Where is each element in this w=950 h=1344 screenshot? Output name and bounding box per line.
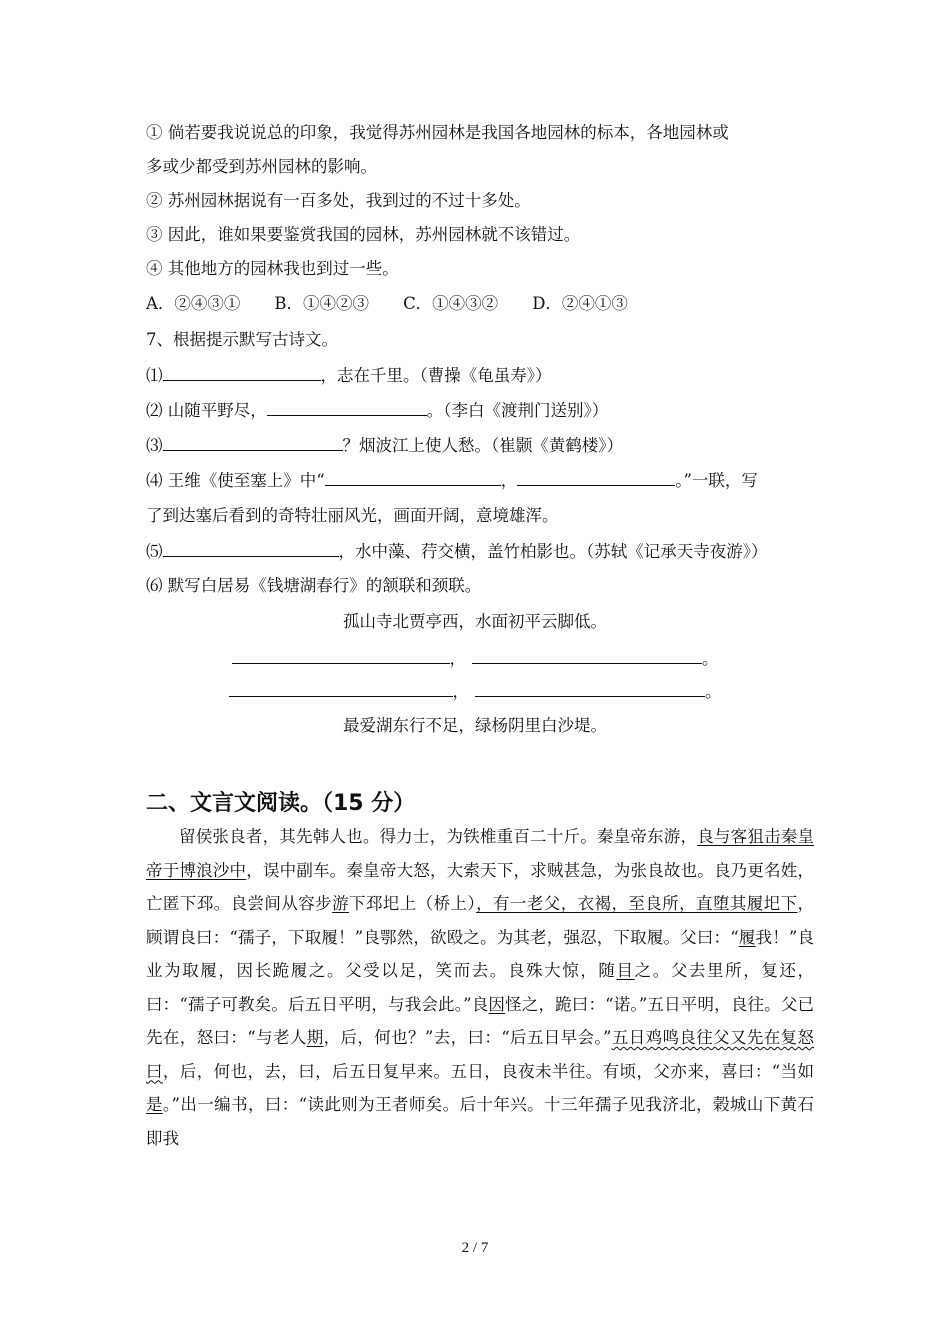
fill-item-4-cont: 了到达塞后看到的奇特壮丽风光，画面开阔，意境雄浑。 xyxy=(146,506,559,525)
item-text: ⑵ 山随平野尽， xyxy=(146,401,267,420)
passage-text: 之。父去里所，复还，曰：“孺子可教矣。后五日平明，与我会此。”良 xyxy=(146,961,815,1014)
item-number: ⑸ xyxy=(146,542,163,561)
item-text: ⑷ 王维《使至塞上》中“ xyxy=(146,471,325,490)
fill-item-2 xyxy=(146,399,608,422)
answer-blank[interactable] xyxy=(229,680,453,697)
option-sentence-3: ③ 因此，谁如果要鉴赏我国的园林，苏州园林就不该错过。 xyxy=(146,225,581,244)
item-text: 。”一联，写 xyxy=(675,471,758,490)
passage-text: 下邳圯上（桥上） xyxy=(349,894,477,913)
poem-line-2 xyxy=(0,647,950,670)
poem-line-4: 最爱湖东行不足，绿杨阴里白沙堤。 xyxy=(343,716,607,735)
section-heading: 二、文言文阅读。（15 分） xyxy=(146,791,416,816)
item-number: ⑶ xyxy=(146,436,163,455)
passage-text: 我！”良业为取履，因长跪履之。父受以足，笑而去。良殊大惊，随 xyxy=(146,927,814,980)
underlined-word: 履 xyxy=(738,927,756,947)
fill-item-4 xyxy=(146,469,758,492)
fill-item-3 xyxy=(146,434,623,457)
underlined-sentence: 良与客狙击秦皇帝于博浪沙中 xyxy=(146,827,815,880)
option-sentence-4: ④ 其他地方的园林我也到过一些。 xyxy=(146,259,399,278)
item-text: ？烟波江上使人愁。（崔颢《黄鹤楼》） xyxy=(342,436,623,455)
item-text: ， xyxy=(500,471,518,490)
answer-blank[interactable] xyxy=(325,469,501,486)
fill-item-6: ⑹ 默写白居易《钱塘湖春行》的颔联和颈联。 xyxy=(146,576,482,595)
item-text: ，志在千里。（曹操《龟虽寿》） xyxy=(320,366,552,385)
punctuation: ， xyxy=(452,682,469,701)
option-b: B．①④②③ xyxy=(274,294,370,313)
option-a: A．②④③① xyxy=(146,294,241,313)
passage-text: ，后，何也，去，曰，后五日复早来。五日，良夜未半往。有顷，父亦来，喜曰：“当如 xyxy=(162,1061,815,1081)
page-number: 2 / 7 xyxy=(461,1240,489,1256)
underlined-word: 游 xyxy=(332,894,350,913)
punctuation: ， xyxy=(449,649,466,668)
answer-blank[interactable] xyxy=(472,647,702,664)
punctuation: 。 xyxy=(702,649,719,668)
answer-blank[interactable] xyxy=(163,540,339,557)
answer-options xyxy=(146,293,628,315)
fill-item-5 xyxy=(146,540,768,563)
fill-item-1 xyxy=(146,364,552,387)
option-sentence-1: ① 倘若要我说说总的印象，我觉得苏州园林是我国各地园林的标本，各地园林或 xyxy=(146,123,729,142)
passage-text: ，误中副车。秦皇帝大怒，大索天下，求贼甚急，为张良故也。良乃更名姓，亡匿下邳。良尝间从容步 xyxy=(146,860,815,913)
passage-text: 怪之，跪曰：“诺。”五日平明，良往。父已先在，怒曰：“与老人 xyxy=(146,994,815,1047)
option-sentence-2: ② 苏州园林据说有一百多处，我到过的不过十多处。 xyxy=(146,191,531,210)
punctuation: 。 xyxy=(705,682,722,701)
passage-text: 。”出一编书，曰：“读此则为王者师矣。后十年兴。十三年孺子见我济北，榖城山下黄石即我 xyxy=(146,1095,815,1148)
option-sentence-1-cont: 多或少都受到苏州园林的影响。 xyxy=(146,157,377,176)
answer-blank[interactable] xyxy=(267,399,427,416)
underlined-word: 是 xyxy=(146,1095,163,1114)
option-c: C．①④③② xyxy=(403,294,499,313)
wavy-underlined-sentence: 五日鸡鸣良往父又先在复怒曰 xyxy=(146,1028,815,1081)
answer-blank[interactable] xyxy=(517,469,675,486)
answer-blank[interactable] xyxy=(475,680,705,697)
poem-line-3 xyxy=(0,680,950,703)
passage-text: ，后，何也？”去，曰：“后五日早会。” xyxy=(323,1028,612,1047)
option-d: D．②④①③ xyxy=(532,294,628,313)
item-text: 。（李白《渡荆门送别》） xyxy=(426,401,609,420)
question-7: 7、根据提示默写古诗文。 xyxy=(146,330,338,349)
item-text: ，水中藻、荇交横，盖竹柏影也。（苏轼《记承天寺夜游》） xyxy=(338,542,768,561)
passage-text: ，顾谓良曰：“孺子，下取履！”良鄂然，欲殴之。为其老，强忍，下取履。父曰：“ xyxy=(146,894,815,947)
answer-blank[interactable] xyxy=(163,434,343,451)
answer-blank[interactable] xyxy=(232,647,450,664)
classical-passage xyxy=(146,820,814,1155)
underlined-word: 因 xyxy=(488,994,506,1014)
answer-blank[interactable] xyxy=(163,364,321,381)
underlined-word: 期 xyxy=(306,1028,324,1047)
item-number: ⑴ xyxy=(146,366,163,385)
underlined-sentence: ，有一老父，衣褐，至良所，直堕其履圯下 xyxy=(476,894,798,913)
poem-line-1: 孤山寺北贾亭西，水面初平云脚低。 xyxy=(343,612,607,631)
passage-text: 留侯张良者，其先韩人也。得力士，为铁椎重百二十斤。秦皇帝东游， xyxy=(179,827,698,846)
underlined-word: 目 xyxy=(616,961,635,980)
